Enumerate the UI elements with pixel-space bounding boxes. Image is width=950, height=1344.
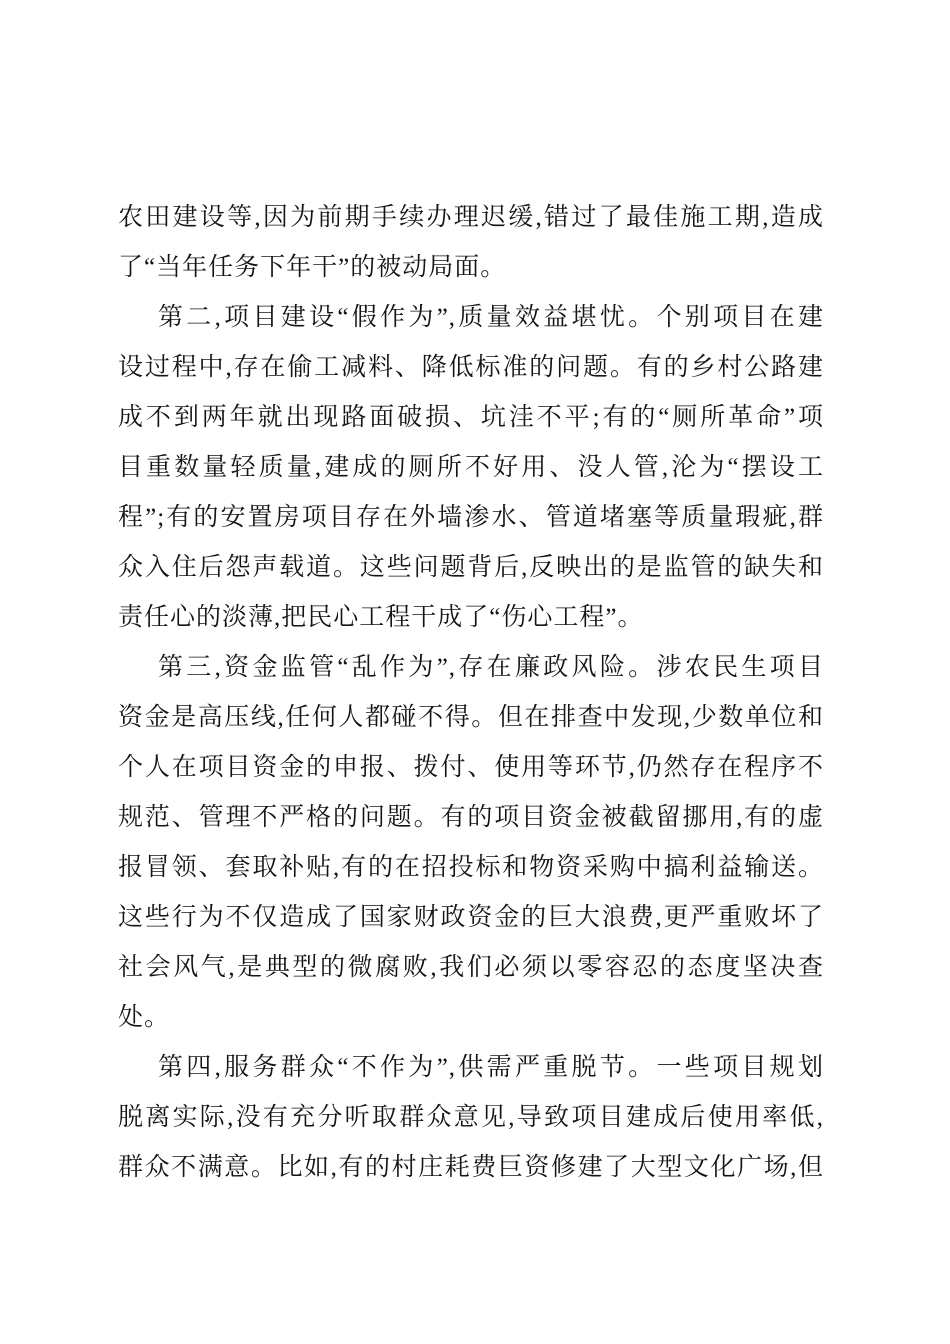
- text-line: 报冒领、套取补贴,有的在招投标和物资采购中搞利益输送。: [118, 854, 824, 881]
- text-line: 个人在项目资金的申报、拨付、使用等环节,仍然存在程序不: [118, 754, 824, 781]
- text-line: 责任心的淡薄,把民心工程干成了“伤心工程”。: [118, 604, 644, 631]
- text-line: 第四,服务群众“不作为”,供需严重脱节。一些项目规划: [158, 1054, 824, 1081]
- text-line: 群众不满意。比如,有的村庄耗费巨资修建了大型文化广场,但: [118, 1154, 824, 1181]
- text-line: 第三,资金监管“乱作为”,存在廉政风险。涉农民生项目: [158, 654, 824, 681]
- text-line: 成不到两年就出现路面破损、坑洼不平;有的“厕所革命”项: [118, 404, 824, 431]
- text-line: 社会风气,是典型的微腐败,我们必须以零容忍的态度坚决查: [118, 954, 824, 981]
- text-line: 第二,项目建设“假作为”,质量效益堪忧。个别项目在建: [158, 304, 824, 331]
- text-line: 了“当年任务下年干”的被动局面。: [118, 254, 507, 281]
- text-line: 规范、管理不严格的问题。有的项目资金被截留挪用,有的虚: [118, 804, 824, 831]
- text-line: 众入住后怨声载道。这些问题背后,反映出的是监管的缺失和: [118, 554, 824, 581]
- text-line: 这些行为不仅造成了国家财政资金的巨大浪费,更严重败坏了: [118, 904, 824, 931]
- text-line: 资金是高压线,任何人都碰不得。但在排查中发现,少数单位和: [118, 704, 824, 731]
- text-line: 农田建设等,因为前期手续办理迟缓,错过了最佳施工期,造成: [118, 204, 824, 231]
- text-line: 脱离实际,没有充分听取群众意见,导致项目建成后使用率低,: [118, 1104, 824, 1131]
- text-line: 目重数量轻质量,建成的厕所不好用、没人管,沦为“摆设工: [118, 454, 824, 481]
- text-line: 处。: [118, 1004, 171, 1031]
- text-line: 程”;有的安置房项目存在外墙渗水、管道堵塞等质量瑕疵,群: [118, 504, 824, 531]
- document-text: [118, 193, 824, 1193]
- text-line: 设过程中,存在偷工减料、降低标准的问题。有的乡村公路建: [118, 354, 824, 381]
